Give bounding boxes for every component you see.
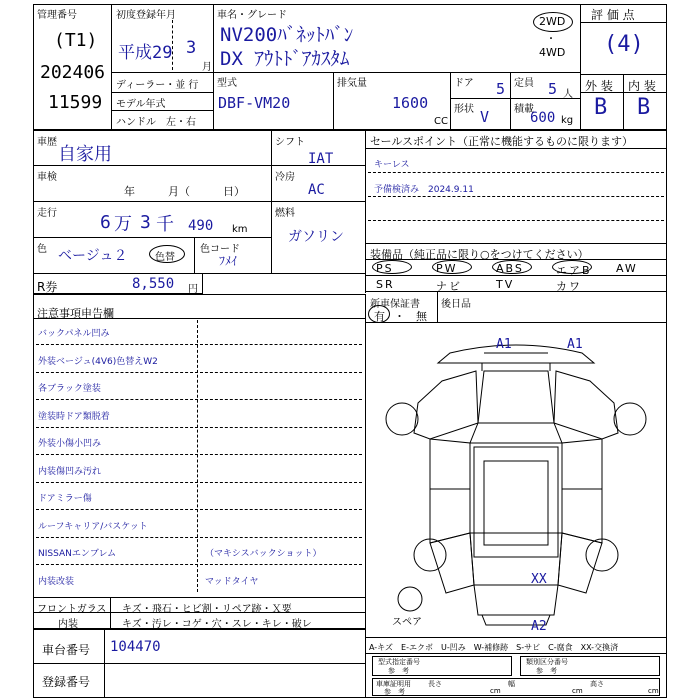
note-item: 内装改装 xyxy=(38,576,75,587)
damage-mark-a1-right: A1 xyxy=(567,337,583,352)
shift-value: IAT xyxy=(308,151,334,167)
history-label: 車歴 xyxy=(37,137,57,148)
damage-mark-a2: A2 xyxy=(531,619,547,634)
cap-label: 定員 xyxy=(514,78,534,89)
damage-legend: A-キズ E-エクボ U-凹み W-補修跡 S-サビ C-腐食 XX-交換済 xyxy=(369,643,619,652)
shaken-label: 車検 xyxy=(37,172,57,183)
interior-footer-value: キズ・汚レ・コゲ・穴・スレ・キレ・破レ xyxy=(122,619,312,630)
kanri-num1: 202406 xyxy=(40,62,106,83)
warranty-yes: 有 xyxy=(374,310,385,323)
model-year-label: モデル年式 xyxy=(116,99,166,110)
shape-label: 形状 xyxy=(454,104,474,115)
sales-label: セールスポイント（正常に機能するものに限ります） xyxy=(370,135,634,148)
cert-box xyxy=(372,678,660,696)
note-item: 外装ベージュ(4V6)色替えW2 xyxy=(38,356,158,367)
note-divider xyxy=(36,372,362,373)
mileage-rest: 490 xyxy=(188,218,214,234)
equipment-item: エアB xyxy=(556,264,592,277)
mileage-label: 走行 xyxy=(37,208,57,219)
drive-dot: ・ xyxy=(546,34,556,45)
class-label: 類別区分番号 xyxy=(526,658,568,666)
width-unit: cm xyxy=(572,687,583,695)
kanri-num2: 11599 xyxy=(48,92,103,113)
width-label: 幅 xyxy=(508,680,515,688)
warranty-label: 新車保証書 xyxy=(370,299,420,310)
first-reg-month: 3 xyxy=(186,38,197,58)
exterior-label: 外 装 xyxy=(585,79,613,93)
chassis-label: 車台番号 xyxy=(42,643,91,657)
door-label: ドア xyxy=(454,78,474,89)
equipment-label: 装備品（純正品に限り○をつけてください） xyxy=(370,248,589,261)
note-divider xyxy=(36,399,362,400)
color-change: 色替 xyxy=(155,252,175,263)
equipment-item: カワ xyxy=(556,280,582,293)
sales-line1: キーレス xyxy=(374,160,410,170)
class-ref: 参 考 xyxy=(536,667,557,675)
note-item: 各ブラック塗装 xyxy=(38,384,101,394)
load-value: 600 xyxy=(530,110,556,126)
chassis-value: 104470 xyxy=(110,639,161,655)
front-left-wheel xyxy=(386,403,418,435)
note-divider xyxy=(36,482,362,483)
damage-mark-xx: XX xyxy=(531,572,547,587)
equipment-circle xyxy=(432,260,472,274)
car-name-line1: NV200ﾊﾞﾈｯﾄﾊﾞﾝ xyxy=(220,24,354,46)
history-value: 自家用 xyxy=(58,144,112,165)
interior-value: B xyxy=(637,95,651,120)
disp-unit: CC xyxy=(434,116,448,127)
roof-outline xyxy=(474,447,558,557)
note-item: バックパネル凹み xyxy=(38,329,110,339)
length-label: 長さ xyxy=(428,680,442,688)
exterior-value: B xyxy=(594,95,608,120)
note-divider xyxy=(36,427,362,428)
mileage-man: 6 xyxy=(100,212,111,233)
note-divider xyxy=(36,537,362,538)
note-item-right: マッドタイヤ xyxy=(205,576,259,587)
eval-value: (4) xyxy=(604,32,644,57)
equipment-circle xyxy=(372,260,412,274)
dealer-label: ディーラー・並 行 xyxy=(116,80,199,91)
equipment-item: PW xyxy=(436,262,458,275)
equipment-item: AW xyxy=(616,262,638,275)
front-right-wheel xyxy=(614,403,646,435)
note-divider xyxy=(36,564,362,565)
equipment-item: SR xyxy=(376,278,395,291)
note-item: 内装傷凹み汚れ xyxy=(38,466,102,477)
notes-label: 注意事項申告欄 xyxy=(37,307,114,320)
glass-label: フロントガラス xyxy=(37,604,107,615)
note-item: ドアミラー傷 xyxy=(38,494,92,504)
mileage-man-unit: 万 xyxy=(114,214,132,235)
name-label: 車名・グレード xyxy=(217,10,287,21)
spare-tire xyxy=(398,587,422,611)
recycle-box xyxy=(33,273,203,294)
interior-label: 内 装 xyxy=(628,79,656,93)
ac-value: AC xyxy=(308,182,325,198)
type-desig-ref: 参 考 xyxy=(388,667,409,675)
recycle-value: 8,550 xyxy=(132,276,175,292)
recycle-label: R券 xyxy=(37,280,58,294)
drive-4wd: 4WD xyxy=(539,46,566,59)
recycle-unit: 円 xyxy=(188,284,198,295)
color-code-label: 色コード xyxy=(200,244,240,255)
damage-mark-a1-left: A1 xyxy=(496,337,512,352)
kanri-code: (T1) xyxy=(54,30,98,51)
handle-label: ハンドル 左・右 xyxy=(116,117,196,128)
shaken-value: 年 月（ 日） xyxy=(124,185,245,198)
note-divider xyxy=(36,509,362,510)
length-unit: cm xyxy=(490,687,501,695)
cert-ref: 参 考 xyxy=(384,688,405,696)
car-name-line2: DX ｱｳﾄﾄﾞｱｶｽﾀﾑ xyxy=(220,48,350,70)
mileage-unit: km xyxy=(232,224,248,235)
type-value: DBF-VM20 xyxy=(218,94,291,112)
interior-footer-label: 内装 xyxy=(58,619,78,630)
reg-label: 登録番号 xyxy=(42,675,91,689)
cap-unit: 人 xyxy=(563,89,573,100)
note-item: 外装小傷小凹み xyxy=(38,439,102,449)
note-item: NISSANエンブレム xyxy=(38,549,117,559)
spare-label: スペア xyxy=(392,617,422,628)
warranty-no: ・ 無 xyxy=(394,310,427,323)
equipment-circle xyxy=(492,260,532,274)
glass-value: キズ・飛石・ヒビ割・リペア跡・Ｘ要 xyxy=(122,604,292,615)
sales-line2: 予備検済み 2024.9.11 xyxy=(374,185,474,195)
first-reg-era: 平成29 xyxy=(118,43,173,63)
type-label: 型式 xyxy=(217,78,237,89)
first-reg-label: 初度登録年月 xyxy=(116,10,176,21)
color-label: 色 xyxy=(37,244,47,255)
equipment-item: PS xyxy=(376,262,394,275)
car-body-diagram xyxy=(366,323,666,633)
load-unit: kg xyxy=(561,115,574,126)
color-code-value: ﾌﾒｲ xyxy=(219,254,238,268)
drive-2wd: 2WD xyxy=(539,15,566,28)
eval-label: 評 価 点 xyxy=(591,8,635,22)
fuel-value: ガソリン xyxy=(288,229,344,245)
equipment-item: ABS xyxy=(496,262,524,275)
kanri-label: 管理番号 xyxy=(37,10,77,21)
shift-label: シフト xyxy=(275,137,305,148)
type-desig-label: 型式指定番号 xyxy=(378,658,420,666)
shape-value: V xyxy=(480,108,490,126)
fuel-label: 燃料 xyxy=(275,208,295,219)
mileage-sen-unit: 千 xyxy=(156,214,174,235)
date-item-label: 後日品 xyxy=(441,299,471,310)
note-item: 塗装時ドア類脱着 xyxy=(38,411,110,422)
equipment-circle xyxy=(552,260,592,274)
note-item: ルーフキャリア/バスケット xyxy=(38,521,148,532)
ac-label: 冷房 xyxy=(275,172,295,183)
height-unit: cm xyxy=(648,687,659,695)
note-divider xyxy=(36,344,362,345)
cert-label: 車庫証明用 xyxy=(376,680,411,688)
hood-outline xyxy=(478,371,554,423)
door-value: 5 xyxy=(496,80,506,98)
month-suffix: 月 xyxy=(202,62,212,73)
mileage-sen: 3 xyxy=(140,212,151,233)
height-label: 高さ xyxy=(590,680,604,688)
note-item-right: （マキシスバックショット） xyxy=(205,549,322,559)
cap-value: 5 xyxy=(548,80,558,98)
equipment-item: ナビ xyxy=(436,280,462,293)
windshield xyxy=(470,423,562,443)
load-label: 積載 xyxy=(514,104,534,115)
equipment-item: TV xyxy=(496,278,515,291)
note-divider xyxy=(36,454,362,455)
color-value: ベージュ２ xyxy=(58,248,128,264)
disp-value: 1600 xyxy=(392,94,429,112)
disp-label: 排気量 xyxy=(337,78,367,89)
